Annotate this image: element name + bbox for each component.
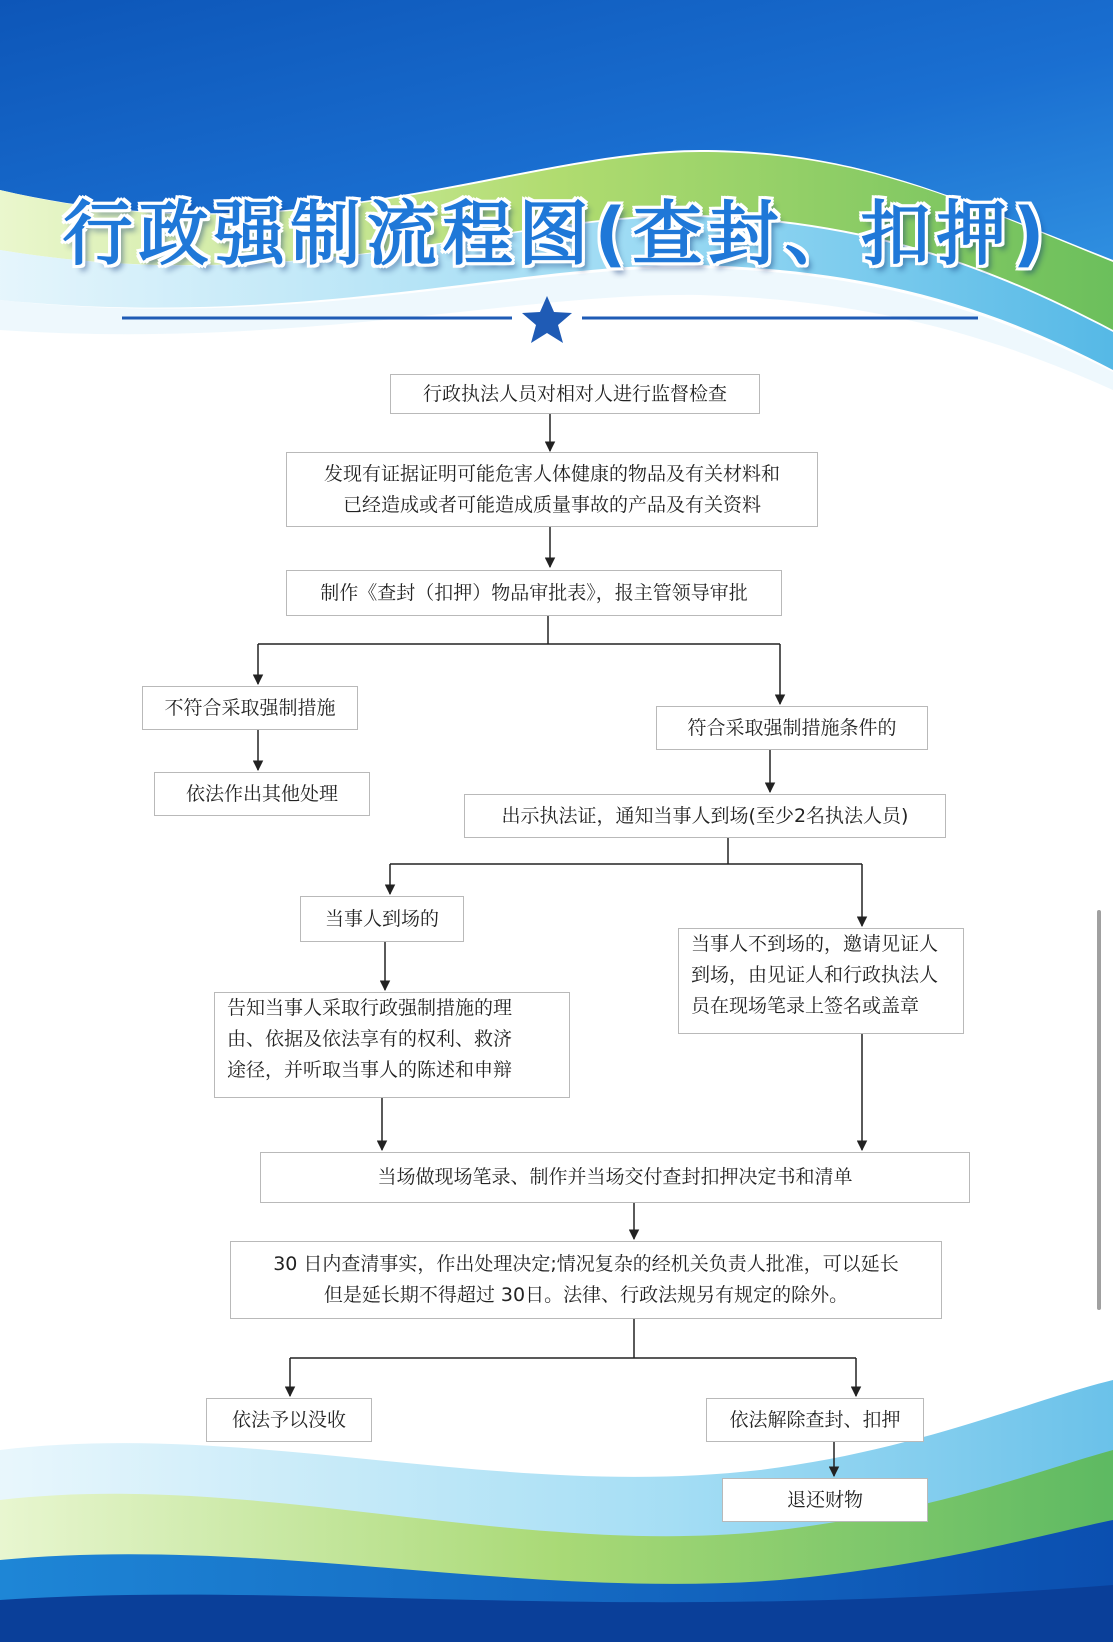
step-inform-line3: 途径，并听取当事人的陈述和申辩: [227, 1059, 513, 1081]
step-show-cert-label: 出示执法证，通知当事人到场(至少2名执法人员): [501, 804, 909, 827]
step-not-meet: [142, 686, 358, 730]
step-other-handling-label: 依法作出其他处理: [185, 782, 338, 805]
step-show-cert: [464, 794, 946, 838]
step-inspect-label: 行政执法人员对相对人进行监督检查: [422, 382, 727, 405]
step-absent-line3: 员在现场笔录上签名或盖章: [691, 995, 920, 1017]
step-approval: [286, 570, 782, 616]
step-decide-line2: 但是延长期不得超过 30日。法律、行政法规另有规定的除外。: [323, 1284, 849, 1306]
step-release-label: 依法解除查封、扣押: [729, 1408, 901, 1431]
step-inform: [214, 992, 570, 1098]
step-party-present-label: 当事人到场的: [324, 907, 439, 930]
step-discover: [286, 452, 818, 527]
step-party-present: [300, 896, 464, 942]
step-meet: [656, 706, 928, 750]
step-meet-label: 符合采取强制措施条件的: [687, 716, 897, 739]
step-absent-line2: 到场，由见证人和行政执法人: [691, 964, 939, 986]
step-approval-label: 制作《查封（扣押）物品审批表》，报主管领导审批: [320, 581, 748, 604]
step-decide-line1: 30 日内查清事实，作出处理决定;情况复杂的经机关负责人批准，可以延长: [273, 1253, 899, 1275]
step-party-absent: [678, 928, 964, 1034]
step-absent-line1: 当事人不到场的，邀请见证人: [691, 933, 939, 955]
page-title: 行政强制流程图(查封、扣押): [62, 193, 1051, 275]
step-record-label: 当场做现场笔录、制作并当场交付查封扣押决定书和清单: [377, 1166, 853, 1188]
step-discover-line2: 已经造成或者可能造成质量事故的产品及有关资料: [342, 493, 761, 516]
step-other-handling: [154, 772, 370, 816]
step-inform-line2: 由、依据及依法享有的权利、救济: [227, 1028, 513, 1050]
step-return: [722, 1478, 928, 1522]
step-record: [260, 1152, 970, 1203]
step-confiscate: [206, 1398, 372, 1442]
step-return-label: 退还财物: [786, 1488, 863, 1511]
step-confiscate-label: 依法予以没收: [231, 1408, 346, 1431]
step-discover-line1: 发现有证据证明可能危害人体健康的物品及有关材料和: [323, 462, 780, 485]
step-decide: [230, 1241, 942, 1319]
step-not-meet-label: 不符合采取强制措施: [164, 696, 336, 719]
step-inform-line1: 告知当事人采取行政强制措施的理: [227, 997, 513, 1019]
step-release: [706, 1398, 924, 1442]
step-inspect: [390, 374, 760, 414]
